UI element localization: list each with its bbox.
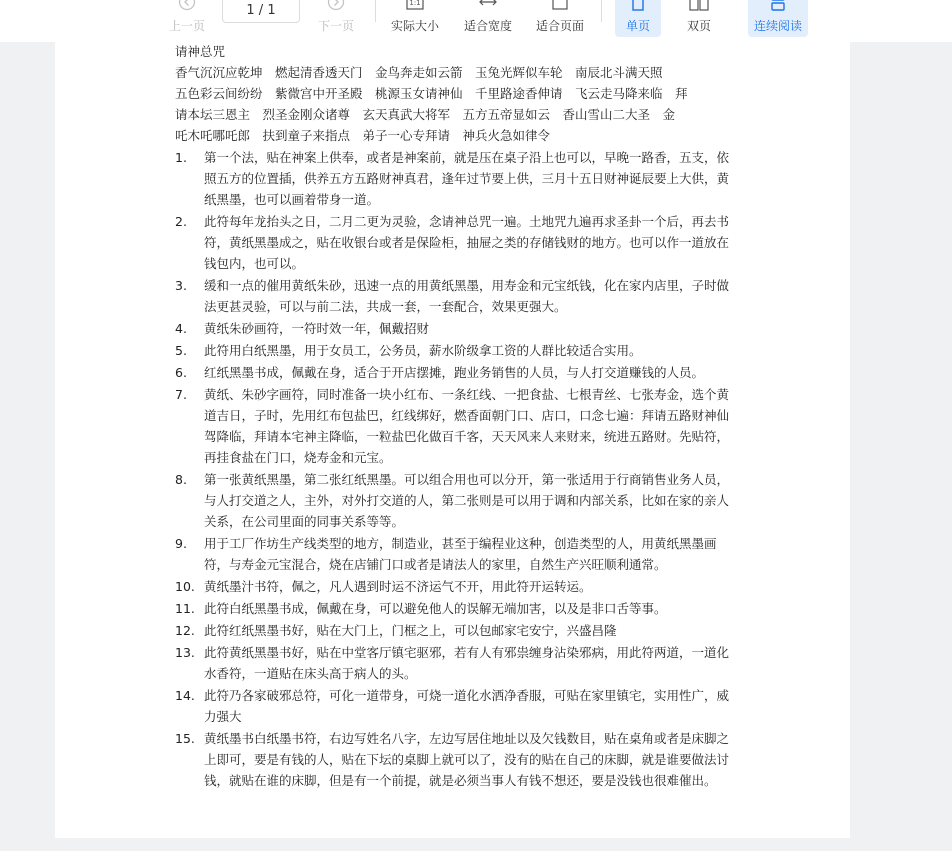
list-item-number: 7. [175,387,187,402]
fit-page-button[interactable] [533,0,587,37]
list-item-text: 此符黄纸黑墨书好，贴在中堂客厅镇宅驱邪，若有人有邪祟缠身沾染邪病，用此符两道，一道化水香符，一道贴在床头高于病人的头。 [204,645,730,681]
list-item-text: 黄纸朱砂画符，一符时效一年，佩戴招财 [204,321,430,336]
list-item-number: 4. [175,321,187,336]
list-item [175,318,735,339]
list-item-text: 第一张黄纸黑墨，第二张红纸黑墨。可以组合用也可以分开，第一张适用于行商销售业务人员，与人打交道之人，主外，对外打交道的人，第二张则是可以用于调和内部关系，比如在家的亲人关系，在公司里面的同事关系等等。 [204,472,730,529]
invocation-line: 五色彩云间纷纷 紫微宫中开圣殿 桃源玉女请神仙 千里路途香伸请 飞云走马降来临 拜 [175,86,688,101]
chevron-right-icon [327,0,345,13]
double-page-icon [689,0,709,13]
list-item-text: 黄纸、朱砂字画符，同时准备一块小红布、一条红线、一把食盐、七根青丝、七张寿金，选个黄道吉日，子时，先用红布包盐巴，红线绑好，燃香面朝门口、店口，口念七遍：拜请五路财神仙驾降临，拜请本宅神主降临，一粒盐巴化做百千客，天天风来人来财来，统进五路财。先贴符，再挂食盐在门口，烧寿金和元宝。 [204,387,730,465]
list-item-text: 黄纸墨汁书符，佩之，凡人遇到时运不济运气不开，用此符开运转运。 [204,579,592,594]
list-item-number: 1. [175,150,187,165]
list-item [175,728,735,791]
invocation-line: 吒木吒哪吒郎 扶到童子来指点 弟子一心专拜请 神兵火急如律令 [175,128,551,143]
list-item-text: 此符红纸黑墨书好，贴在大门上，门框之上，可以包邮家宅安宁，兴盛昌隆 [204,623,617,638]
list-item-text: 红纸黑墨书成，佩戴在身，适合于开店摆摊，跑业务销售的人员，与人打交道赚钱的人员。 [204,365,705,380]
list-item-text: 黄纸墨书白纸墨书符，右边写姓名八字，左边写居住地址以及欠钱数目，贴在桌角或者是床脚之上即可，要是有钱的人，贴在下坛的桌脚上就可以了，没有的贴在自己的床脚，就是谁要做法讨钱，就贴在谁的床脚，但是有一个前提，就是必须当事人有钱不想还，要是没钱也很难催出。 [204,731,730,788]
list-item-text: 此符每年龙抬头之日，二月二更为灵验，念请神总咒一遍。土地咒九遍再求圣卦一个后，再去书符，黄纸黑墨成之，贴在收银台或者是保险柜，抽屉之类的存储钱财的地方。也可以作一道放在钱包内，也可以。 [204,214,730,271]
list-item [175,147,735,210]
list-item-number: 11. [175,601,195,616]
prev-page-label: 上一页 [168,19,205,33]
list-item-number: 10. [175,579,195,594]
list-item [175,340,735,361]
list-item-number: 3. [175,278,187,293]
numbered-list [175,147,735,791]
list-item-text: 缓和一点的催用黄纸朱砂，迅速一点的用黄纸黑墨，用寿金和元宝纸钱，化在家内店里，子时做法更甚灵验，可以与前二法，共成一套，一套配合，效果更强大。 [204,278,730,314]
double-page-button[interactable] [682,0,716,37]
pdf-viewer-toolbar [0,0,952,42]
list-item-text: 此符白纸黑墨书成，佩戴在身，可以避免他人的误解无端加害，以及是非口舌等事。 [204,601,667,616]
continuous-reading-icon [770,0,786,13]
list-item [175,642,735,684]
next-page-button[interactable] [316,0,356,37]
fit-page-label: 适合页面 [535,19,584,33]
list-item [175,275,735,317]
svg-text:1:1: 1:1 [409,0,421,7]
page-number-input[interactable]: 1 / 1 [222,0,300,23]
list-item-number: 9. [175,536,187,551]
invocation-line: 香气沉沉应乾坤 燃起清香透天门 金鸟奔走如云箭 玉兔光辉似车轮 南辰北斗满天照 [175,65,663,80]
double-page-label: 双页 [686,19,711,33]
list-item [175,598,735,619]
list-item [175,533,735,575]
list-item-number: 2. [175,214,187,229]
continuous-reading-label: 连续阅读 [754,19,803,33]
invocation-line: 请本坛三恩主 烈圣金刚众诸尊 玄天真武大将军 五方五帝显如云 香山雪山二大圣 金 [175,107,676,122]
fit-width-button[interactable] [461,0,515,37]
continuous-reading-button[interactable] [748,0,808,37]
list-item [175,576,735,597]
list-item-number: 12. [175,623,195,638]
prev-page-button[interactable] [167,0,207,37]
actual-size-button[interactable] [388,0,442,37]
list-item-text: 用于工厂作坊生产线类型的地方，制造业，甚至于编程业这种，创造类型的人，用黄纸黑墨画符，与寿金元宝混合，烧在店铺门口或者是请法人的家里，自然生产兴旺顺利通常。 [204,536,717,572]
document-heading: 请神总咒 [175,44,226,59]
actual-size-label: 实际大小 [390,19,439,33]
list-item-number: 5. [175,343,187,358]
fit-page-icon [551,0,569,13]
list-item-number: 6. [175,365,187,380]
list-item [175,685,735,727]
list-item-text: 第一个法，贴在神案上供奉，或者是神案前，就是压在桌子沿上也可以，早晚一路香，五支，依照五方的位置插，供养五方五路财神真君，逢年过节要上供，三月十五日财神诞辰要上大供，黄纸黑墨，也可以画着带身一道。 [204,150,730,207]
list-item-text: 此符用白纸黑墨，用于女员工，公务员，薪水阶级拿工资的人群比较适合实用。 [204,343,642,358]
list-item [175,469,735,532]
chevron-left-icon [178,0,196,13]
list-item-number: 15. [175,731,195,746]
fit-width-label: 适合宽度 [463,19,512,33]
list-item [175,362,735,383]
list-item [175,211,735,274]
invocation-text [175,62,735,146]
single-page-icon [631,0,645,13]
single-page-label: 单页 [625,19,650,33]
list-item [175,620,735,641]
list-item-number: 14. [175,688,195,703]
single-page-button[interactable] [615,0,661,37]
list-item-number: 8. [175,472,187,487]
document-content [175,42,735,792]
list-item-number: 13. [175,645,195,660]
toolbar-divider [375,0,376,22]
actual-size-icon [406,0,424,13]
next-page-label: 下一页 [317,19,354,33]
list-item-text: 此符乃各家破邪总符，可化一道带身，可烧一道化水洒净香服，可贴在家里镇宅，实用性广，威力强大 [204,688,730,724]
list-item [175,384,735,468]
toolbar-divider [601,0,602,22]
document-page [55,42,850,838]
fit-width-icon [479,0,497,13]
